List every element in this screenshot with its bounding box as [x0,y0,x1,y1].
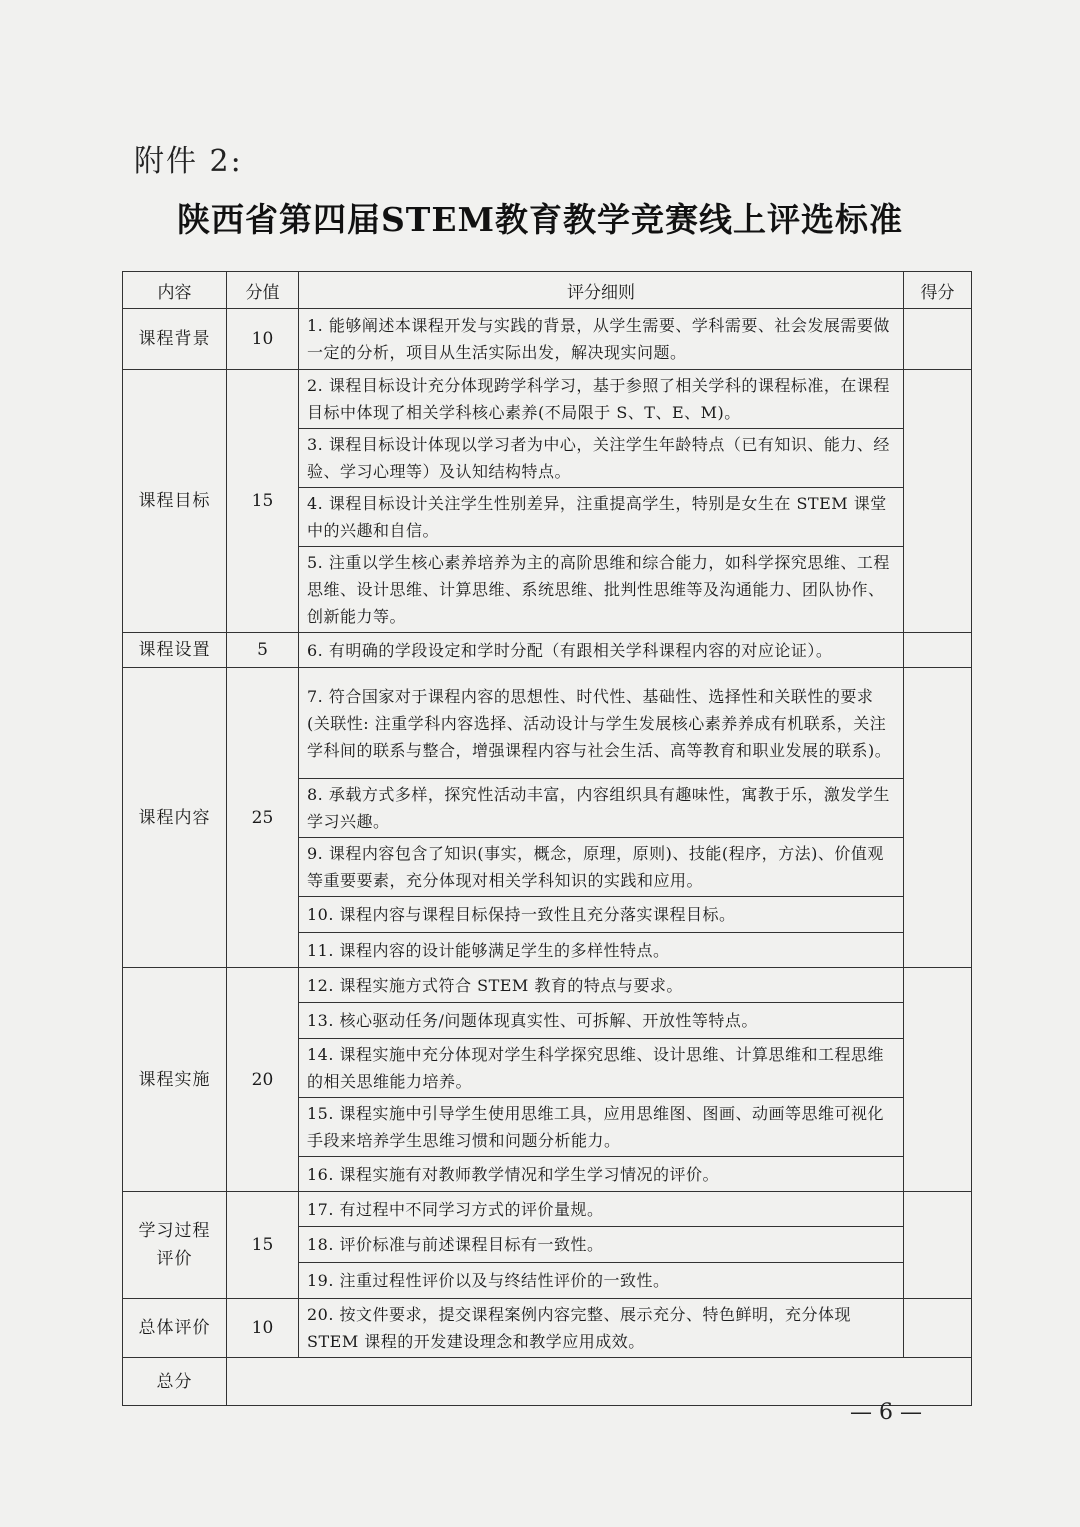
criterion-text: 14. 课程实施中充分体现对学生科学探究思维、设计思维、计算思维和工程思维的相关思维能力培养。 [299,1039,904,1098]
criterion-text: 16. 课程实施有对教师教学情况和学生学习情况的评价。 [299,1157,904,1192]
criterion-text: 5. 注重以学生核心素养培养为主的高阶思维和综合能力，如科学探究思维、工程思维、设计思维、计算思维、系统思维、批判性思维等及沟通能力、团队协作、创新能力等。 [299,547,904,633]
criterion-text: 11. 课程内容的设计能够满足学生的多样性特点。 [299,933,904,968]
category-points: 15 [227,1192,299,1299]
category-name-text: 学习过程评价 [138,1221,211,1269]
score-input-cell[interactable] [904,370,972,633]
table-row [123,1192,972,1227]
total-score-cell[interactable] [227,1358,972,1406]
category-name: 课程目标 [123,370,227,633]
score-input-cell[interactable] [904,968,972,1192]
criterion-text: 1. 能够阐述本课程开发与实践的背景，从学生需要、学科需要、社会发展需要做一定的分析，项目从生活实际出发，解决现实问题。 [299,309,904,370]
score-input-cell[interactable] [904,633,972,668]
criterion-text: 4. 课程目标设计关注学生性别差异，注重提高学生，特别是女生在 STEM 课堂中的兴趣和自信。 [299,488,904,547]
header-points: 分值 [227,272,299,309]
total-row [123,1358,972,1406]
category-points: 10 [227,309,299,370]
scoring-table [122,271,972,1406]
table-row [123,668,972,779]
category-name: 课程背景 [123,309,227,370]
page-number: — 6 — [850,1400,922,1425]
criterion-text: 6. 有明确的学段设定和学时分配（有跟相关学科课程内容的对应论证）。 [299,633,904,668]
attachment-label: 附件 2: [134,144,243,179]
table-row [123,968,972,1003]
criterion-text: 10. 课程内容与课程目标保持一致性且充分落实课程目标。 [299,897,904,933]
table-row [123,370,972,429]
category-name: 课程实施 [123,968,227,1192]
category-points: 25 [227,668,299,968]
header-score: 得分 [904,272,972,309]
table-row [123,1299,972,1358]
score-input-cell[interactable] [904,668,972,968]
table-row [123,633,972,668]
criterion-text: 9. 课程内容包含了知识(事实，概念，原理，原则)、技能(程序，方法)、价值观等重要要素，充分体现对相关学科知识的实践和应用。 [299,838,904,897]
criterion-text: 17. 有过程中不同学习方式的评价量规。 [299,1192,904,1227]
table-row [123,309,972,370]
criterion-text: 7. 符合国家对于课程内容的思想性、时代性、基础性、选择性和关联性的要求(关联性: 注重学科内容选择、活动设计与学生发展核心素养养成有机联系，关注学科间的联系与整合，增强课程内容与社会生活、高等教育和职业发展的联系)。 [299,668,904,779]
criterion-text: 13. 核心驱动任务/问题体现真实性、可拆解、开放性等特点。 [299,1003,904,1039]
category-points: 5 [227,633,299,668]
criterion-text: 2. 课程目标设计充分体现跨学科学习，基于参照了相关学科的课程标准，在课程目标中体现了相关学科核心素养(不局限于 S、T、E、M)。 [299,370,904,429]
table-header-row [123,272,972,309]
page-title: 陕西省第四届STEM教育教学竞赛线上评选标准 [176,200,904,239]
category-name: 课程内容 [123,668,227,968]
criterion-text: 18. 评价标准与前述课程目标有一致性。 [299,1227,904,1263]
header-criteria: 评分细则 [299,272,904,309]
category-points: 20 [227,968,299,1192]
score-input-cell[interactable] [904,1192,972,1299]
header-content: 内容 [123,272,227,309]
criterion-text: 3. 课程目标设计体现以学习者为中心，关注学生年龄特点（已有知识、能力、经验、学习心理等）及认知结构特点。 [299,429,904,488]
total-label: 总分 [123,1358,227,1406]
category-points: 15 [227,370,299,633]
score-input-cell[interactable] [904,309,972,370]
category-name: 课程设置 [123,633,227,668]
criterion-text: 20. 按文件要求，提交课程案例内容完整、展示充分、特色鲜明，充分体现 STEM 课程的开发建设理念和教学应用成效。 [299,1299,904,1358]
category-name: 总体评价 [123,1299,227,1358]
criterion-text: 12. 课程实施方式符合 STEM 教育的特点与要求。 [299,968,904,1003]
category-points: 10 [227,1299,299,1358]
category-name [123,1192,227,1299]
criterion-text: 19. 注重过程性评价以及与终结性评价的一致性。 [299,1263,904,1299]
score-input-cell[interactable] [904,1299,972,1358]
criterion-text: 15. 课程实施中引导学生使用思维工具，应用思维图、图画、动画等思维可视化手段来培养学生思维习惯和问题分析能力。 [299,1098,904,1157]
criterion-text: 8. 承载方式多样，探究性活动丰富，内容组织具有趣味性，寓教于乐，激发学生学习兴趣。 [299,779,904,838]
